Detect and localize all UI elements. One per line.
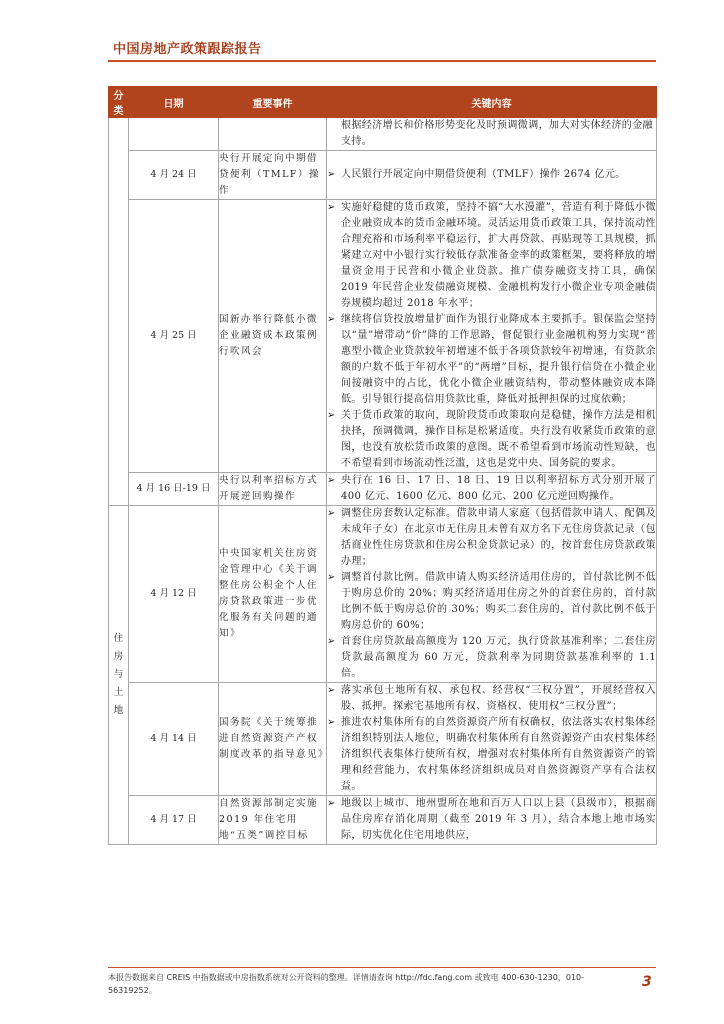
header-divider [108,60,656,62]
event-cell: 央行开展定向中期借贷便利（TMLF）操作 [219,151,327,200]
table-header-row [109,87,657,118]
bullet-point: ➢ 人民银行开展定向中期借贷便利（TMLF）操作 2674 亿元。 [327,167,656,183]
bullet-point: ➢ 首套住房贷款最高额度为 120 万元，执行贷款基准利率；二套住房贷款最高额度为 60 万元，贷款利率为同期贷款基准利率的 1.1 倍。 [327,636,656,679]
arrow-bullet-icon: ➢ [327,202,336,213]
event-cell: 国务院《关于统筹推进自然资源资产产权制度改革的指导意见》 [219,683,327,796]
event-cell: 央行以利率招标方式开展逆回购操作 [219,473,327,506]
date-cell: 4 月 25 日 [129,200,219,473]
event-cell: 自然资源部制定实施 2019 年住宅用地“五类”调控目标 [219,796,327,845]
date-cell: 4 月 17 日 [129,796,219,845]
content-cell [327,118,657,151]
content-cell [327,200,657,473]
arrow-bullet-icon: ➢ [327,475,336,486]
arrow-bullet-icon: ➢ [327,685,336,696]
category-cell [109,118,129,506]
footer-source-note: 本报告数据来自 CREIS 中指数据或中房指数系统对公开资料的整理。详情请查询 http://fdc.fang.com 或致电 400-630-1230，010-56319252。 [108,973,585,995]
event-cell [219,118,327,151]
bullet-point: ➢ 推进农村集体所有的自然资源资产所有权确权，依法落实农村集体经济组织特别法人地位，明确农村集体所有自然资源资产由农村集体经济组织代表集体行使所有权，增强对农村集体所有自然资源资产的管理和经营能力，农村集体经济组织成员对自然资源资产享有合法权益。 [327,717,656,792]
date-cell [129,118,219,151]
header-category: 分类 [109,87,129,118]
continued-text: 根据经济增长和价格形势变化及时预调微调，加大对实体经济的金融支持。 [341,120,653,147]
content-cell [327,796,657,845]
table-row [109,200,657,473]
arrow-bullet-icon: ➢ [327,572,336,583]
content-cell [327,151,657,200]
table-row [109,118,657,151]
content-cell [327,683,657,796]
category-cell: 住房与土地 [109,506,129,845]
bullet-point: ➢ 央行在 16 日、17 日、18 日、19 日以利率招标方式分别开展了 400 亿元、1600 亿元、800 亿元、200 亿元逆回购操作。 [327,475,656,502]
footer-divider [108,967,656,968]
bullet-point: ➢ 调整住房套数认定标准。借款申请人家庭（包括借款申请人、配偶及未成年子女）在北京市无住房且未曾有双方名下无住房贷款记录（包括商业性住房贷款和住房公积金贷款记录）的，按首套住房贷款政策办理； [327,508,656,567]
table-row [109,796,657,845]
table-row [109,683,657,796]
content-cell [327,506,657,683]
event-cell: 国新办举行降低小微企业融资成本政策例行吹风会 [219,200,327,473]
header-event: 重要事件 [219,87,327,118]
arrow-bullet-icon: ➢ [327,169,336,180]
date-cell: 4 月 16 日-19 日 [129,473,219,506]
bullet-point: ➢ 地级以上城市、地州盟所在地和百万人口以上县（县级市），根据商品住房库存消化周期（截至 2019 年 3 月），结合本地上地市场实际，切实优化住宅用地供应， [327,798,656,841]
bullet-point: ➢ 落实承包土地所有权、承包权、经营权“三权分置”，开展经营权入股、抵押。探索宅基地所有权、资格权、使用权“三权分置”； [327,685,656,712]
event-cell: 中央国家机关住房资金管理中心《关于调整住房公积金个人住房贷款政策进一步优化服务有关问题的通知》 [219,506,327,683]
table-row [109,473,657,506]
arrow-bullet-icon: ➢ [327,717,336,728]
arrow-bullet-icon: ➢ [327,636,336,647]
date-cell: 4 月 14 日 [129,683,219,796]
bullet-point: ➢ 实施好稳健的货币政策，坚持不搞“大水漫灌”，营造有利于降低小微企业融资成本的货币金融环境。灵活运用货币政策工具，保持流动性合理充裕和市场利率平稳运行，扩大再贷款、再贴现等工具规模，抓紧建立对中小银行实行较低存款准备金率的政策框架，要将释放的增量资金用于民营和小微企业贷款。推广债券融资支持工具，确保 2019 年民营企业发债融资规模、金融机构发行小微企业专项金融债券规模均超过 2018 年水平； [327,202,656,309]
header-date: 日期 [129,87,219,118]
table-row [109,151,657,200]
date-cell: 4 月 24 日 [129,151,219,200]
bullet-point: ➢ 继续将信贷投放增量扩面作为银行业降成本主要抓手。银保监会坚持以“量”增带动“价”降的工作思路，督促银行业金融机构努力实现“普惠型小微企业贷款较年初增速不低于各项贷款较年初增速，有贷款余额的户数不低于年初水平”的“两增”目标，提升银行信贷在小微企业间接融资中的占比，优化小微企业融资结构，带动整体融资成本降低。引导银行提高信用贷款比重，降低对抵押担保的过度依赖； [327,314,656,405]
bullet-point: ➢ 调整首付款比例。借款申请人购买经济适用住房的，首付款比例不低于购房总价的 20%；购买经济适用住房之外的首套住房的，首付款比例不低于购房总价的 30%；购买二套住房的，首付款比例不低于购房总价的 60%； [327,572,656,631]
header-content: 关键内容 [327,87,657,118]
page-number: 3 [642,974,652,990]
content-cell [327,473,657,506]
arrow-bullet-icon: ➢ [327,410,336,421]
table-row [109,506,657,683]
arrow-bullet-icon: ➢ [327,798,336,809]
date-cell: 4 月 12 日 [129,506,219,683]
bullet-point: ➢ 关于货币政策的取向，现阶段货币政策取向是稳健，操作方法是相机抉择，预调微调，操作目标是松紧适度。央行没有收紧货币政策的意图，也没有放松货币政策的意图。既不希望看到市场流动性短缺，也不希望看到市场流动性泛滥，这也是党中央、国务院的要求。 [327,410,656,469]
report-title: 中国房地产政策跟踪报告 [113,42,262,57]
arrow-bullet-icon: ➢ [327,314,336,325]
arrow-bullet-icon: ➢ [327,508,336,519]
policy-table [108,86,657,845]
